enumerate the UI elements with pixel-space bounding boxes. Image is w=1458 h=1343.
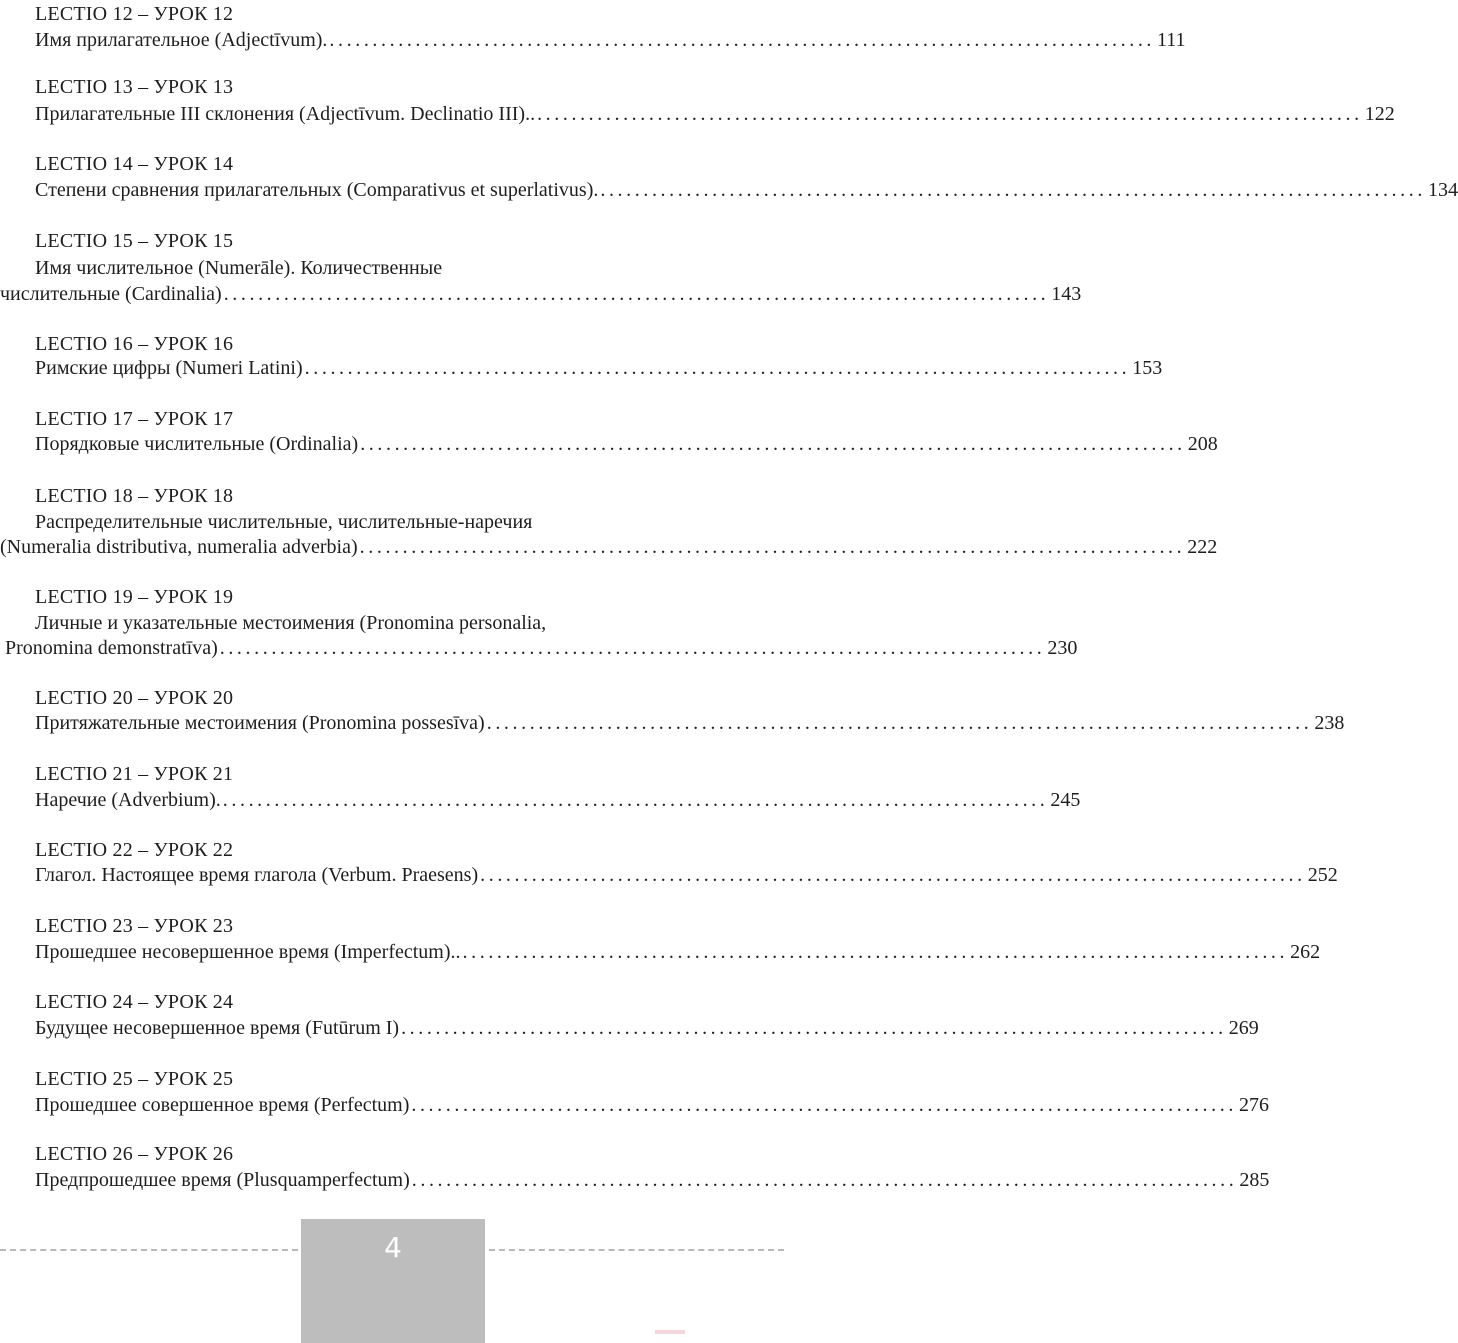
toc-title: Порядковые числительные (Ordinalia) xyxy=(35,433,359,455)
toc-title: Притяжательные местоимения (Pronomina possesīva) xyxy=(35,712,485,734)
toc-line[interactable] xyxy=(0,1093,1269,1117)
toc-line[interactable] xyxy=(0,788,1081,812)
page-number: 262 xyxy=(1290,941,1321,963)
page-number: 252 xyxy=(1307,864,1338,886)
toc-title: Предпрошедшее время (Plusquamperfectum) xyxy=(35,1169,410,1191)
page-number: 245 xyxy=(1050,789,1081,811)
page-number: 153 xyxy=(1132,357,1163,379)
toc-line[interactable] xyxy=(0,636,1078,660)
page-number: 143 xyxy=(1051,283,1082,305)
toc-line[interactable] xyxy=(0,1168,1270,1192)
toc-title-line-1: Личные и указательные местоимения (Pronomina personalia, xyxy=(35,612,547,634)
toc-line[interactable] xyxy=(0,28,1186,52)
toc-line[interactable] xyxy=(0,1016,1259,1040)
lesson-heading: LECTIO 23 – УРОК 23 xyxy=(35,915,234,937)
lesson-heading: LECTIO 18 – УРОК 18 xyxy=(35,485,234,507)
lesson-heading: LECTIO 26 – УРОК 26 xyxy=(35,1143,234,1165)
lesson-heading: LECTIO 22 – УРОК 22 xyxy=(35,839,234,861)
toc-line[interactable] xyxy=(0,102,1395,126)
toc-title-line-1: Распределительные числительные, числительные-наречия xyxy=(35,511,533,533)
lesson-heading: LECTIO 14 – УРОК 14 xyxy=(35,153,234,175)
toc-title: Глагол. Настоящее время глагола (Verbum. Praesens) xyxy=(35,864,479,886)
dot-leader: ................................................................................................ xyxy=(304,357,1131,379)
toc-title: числительные (Cardinalia) xyxy=(0,283,222,305)
dot-leader: ................................................................................................ xyxy=(223,283,1050,305)
page-number-tab xyxy=(301,1219,485,1343)
toc-title: Римские цифры (Numeri Latini) xyxy=(35,357,303,379)
toc-title: (Numeralia distributiva, numeralia adverbia) xyxy=(0,536,358,558)
toc-title: Прилагательные III склонения (Adjectīvum. Declinatio III).. xyxy=(35,103,536,125)
toc-line[interactable] xyxy=(0,178,1458,202)
dot-leader: ................................................................................................ xyxy=(486,712,1313,734)
page-number: 111 xyxy=(1157,29,1186,51)
toc-title: Прошедшее несовершенное время (Imperfectum).. xyxy=(35,941,461,963)
dashed-divider-left xyxy=(0,1249,298,1251)
page-footer xyxy=(0,1215,784,1339)
dot-leader: ................................................................................................ xyxy=(600,179,1426,201)
lesson-heading: LECTIO 25 – УРОК 25 xyxy=(35,1068,234,1090)
page-number: 122 xyxy=(1364,103,1395,125)
lesson-heading: LECTIO 16 – УРОК 16 xyxy=(35,333,234,355)
lesson-heading: LECTIO 24 – УРОК 24 xyxy=(35,991,234,1013)
dashed-divider-right xyxy=(489,1249,784,1251)
page-number: 269 xyxy=(1228,1017,1259,1039)
decorative-mark xyxy=(655,1330,685,1334)
dot-leader: ................................................................................................ xyxy=(359,536,1186,558)
lesson-heading: LECTIO 21 – УРОК 21 xyxy=(35,763,234,785)
lesson-heading: LECTIO 20 – УРОК 20 xyxy=(35,687,234,709)
dot-leader: ................................................................................................ xyxy=(401,1017,1227,1039)
dot-leader: ................................................................................................ xyxy=(480,864,1306,886)
dot-leader: ................................................................................................ xyxy=(411,1094,1237,1116)
toc-line[interactable] xyxy=(0,711,1345,735)
page-number: 230 xyxy=(1047,637,1078,659)
toc-title: Прошедшее совершенное время (Perfectum) xyxy=(35,1094,410,1116)
page-number: 222 xyxy=(1187,536,1218,558)
dot-leader: ................................................................................................ xyxy=(411,1169,1238,1191)
dot-leader: ................................................................................................ xyxy=(222,789,1049,811)
toc-line[interactable] xyxy=(0,535,1218,559)
toc-title: Имя прилагательное (Adjectīvum). xyxy=(35,29,328,51)
page-number: 208 xyxy=(1187,433,1218,455)
lesson-heading: LECTIO 15 – УРОК 15 xyxy=(35,230,234,252)
page-number: 285 xyxy=(1239,1169,1270,1191)
dot-leader: ................................................................................................ xyxy=(462,941,1289,963)
toc-line[interactable] xyxy=(0,432,1218,456)
lesson-heading: LECTIO 12 – УРОК 12 xyxy=(35,3,234,25)
footer-page-number: 4 xyxy=(384,1231,402,1264)
page-number: 134 xyxy=(1427,179,1458,201)
lesson-heading: LECTIO 13 – УРОК 13 xyxy=(35,76,234,98)
dot-leader: ................................................................................................ xyxy=(360,433,1186,455)
page-number: 238 xyxy=(1314,712,1345,734)
toc-line[interactable] xyxy=(0,863,1338,887)
toc-title: Будущее несовершенное время (Futūrum I) xyxy=(35,1017,400,1039)
toc-line[interactable] xyxy=(0,940,1321,964)
toc-title-line-1: Имя числительное (Numerāle). Количественные xyxy=(35,257,443,279)
toc-line[interactable] xyxy=(0,282,1082,306)
toc-line[interactable] xyxy=(0,356,1163,380)
lesson-heading: LECTIO 19 – УРОК 19 xyxy=(35,586,234,608)
toc-title: Степени сравнения прилагательных (Comparativus et superlativus). xyxy=(35,179,599,201)
dot-leader: ................................................................................................ xyxy=(219,637,1046,659)
toc-title: Pronomina demonstratīva) xyxy=(5,637,218,659)
lesson-heading: LECTIO 17 – УРОК 17 xyxy=(35,408,234,430)
toc-title: Наречие (Adverbium). xyxy=(35,789,221,811)
page-number: 276 xyxy=(1238,1094,1269,1116)
dot-leader: ................................................................................................ xyxy=(537,103,1363,125)
dot-leader: ................................................................................................ xyxy=(329,29,1156,51)
